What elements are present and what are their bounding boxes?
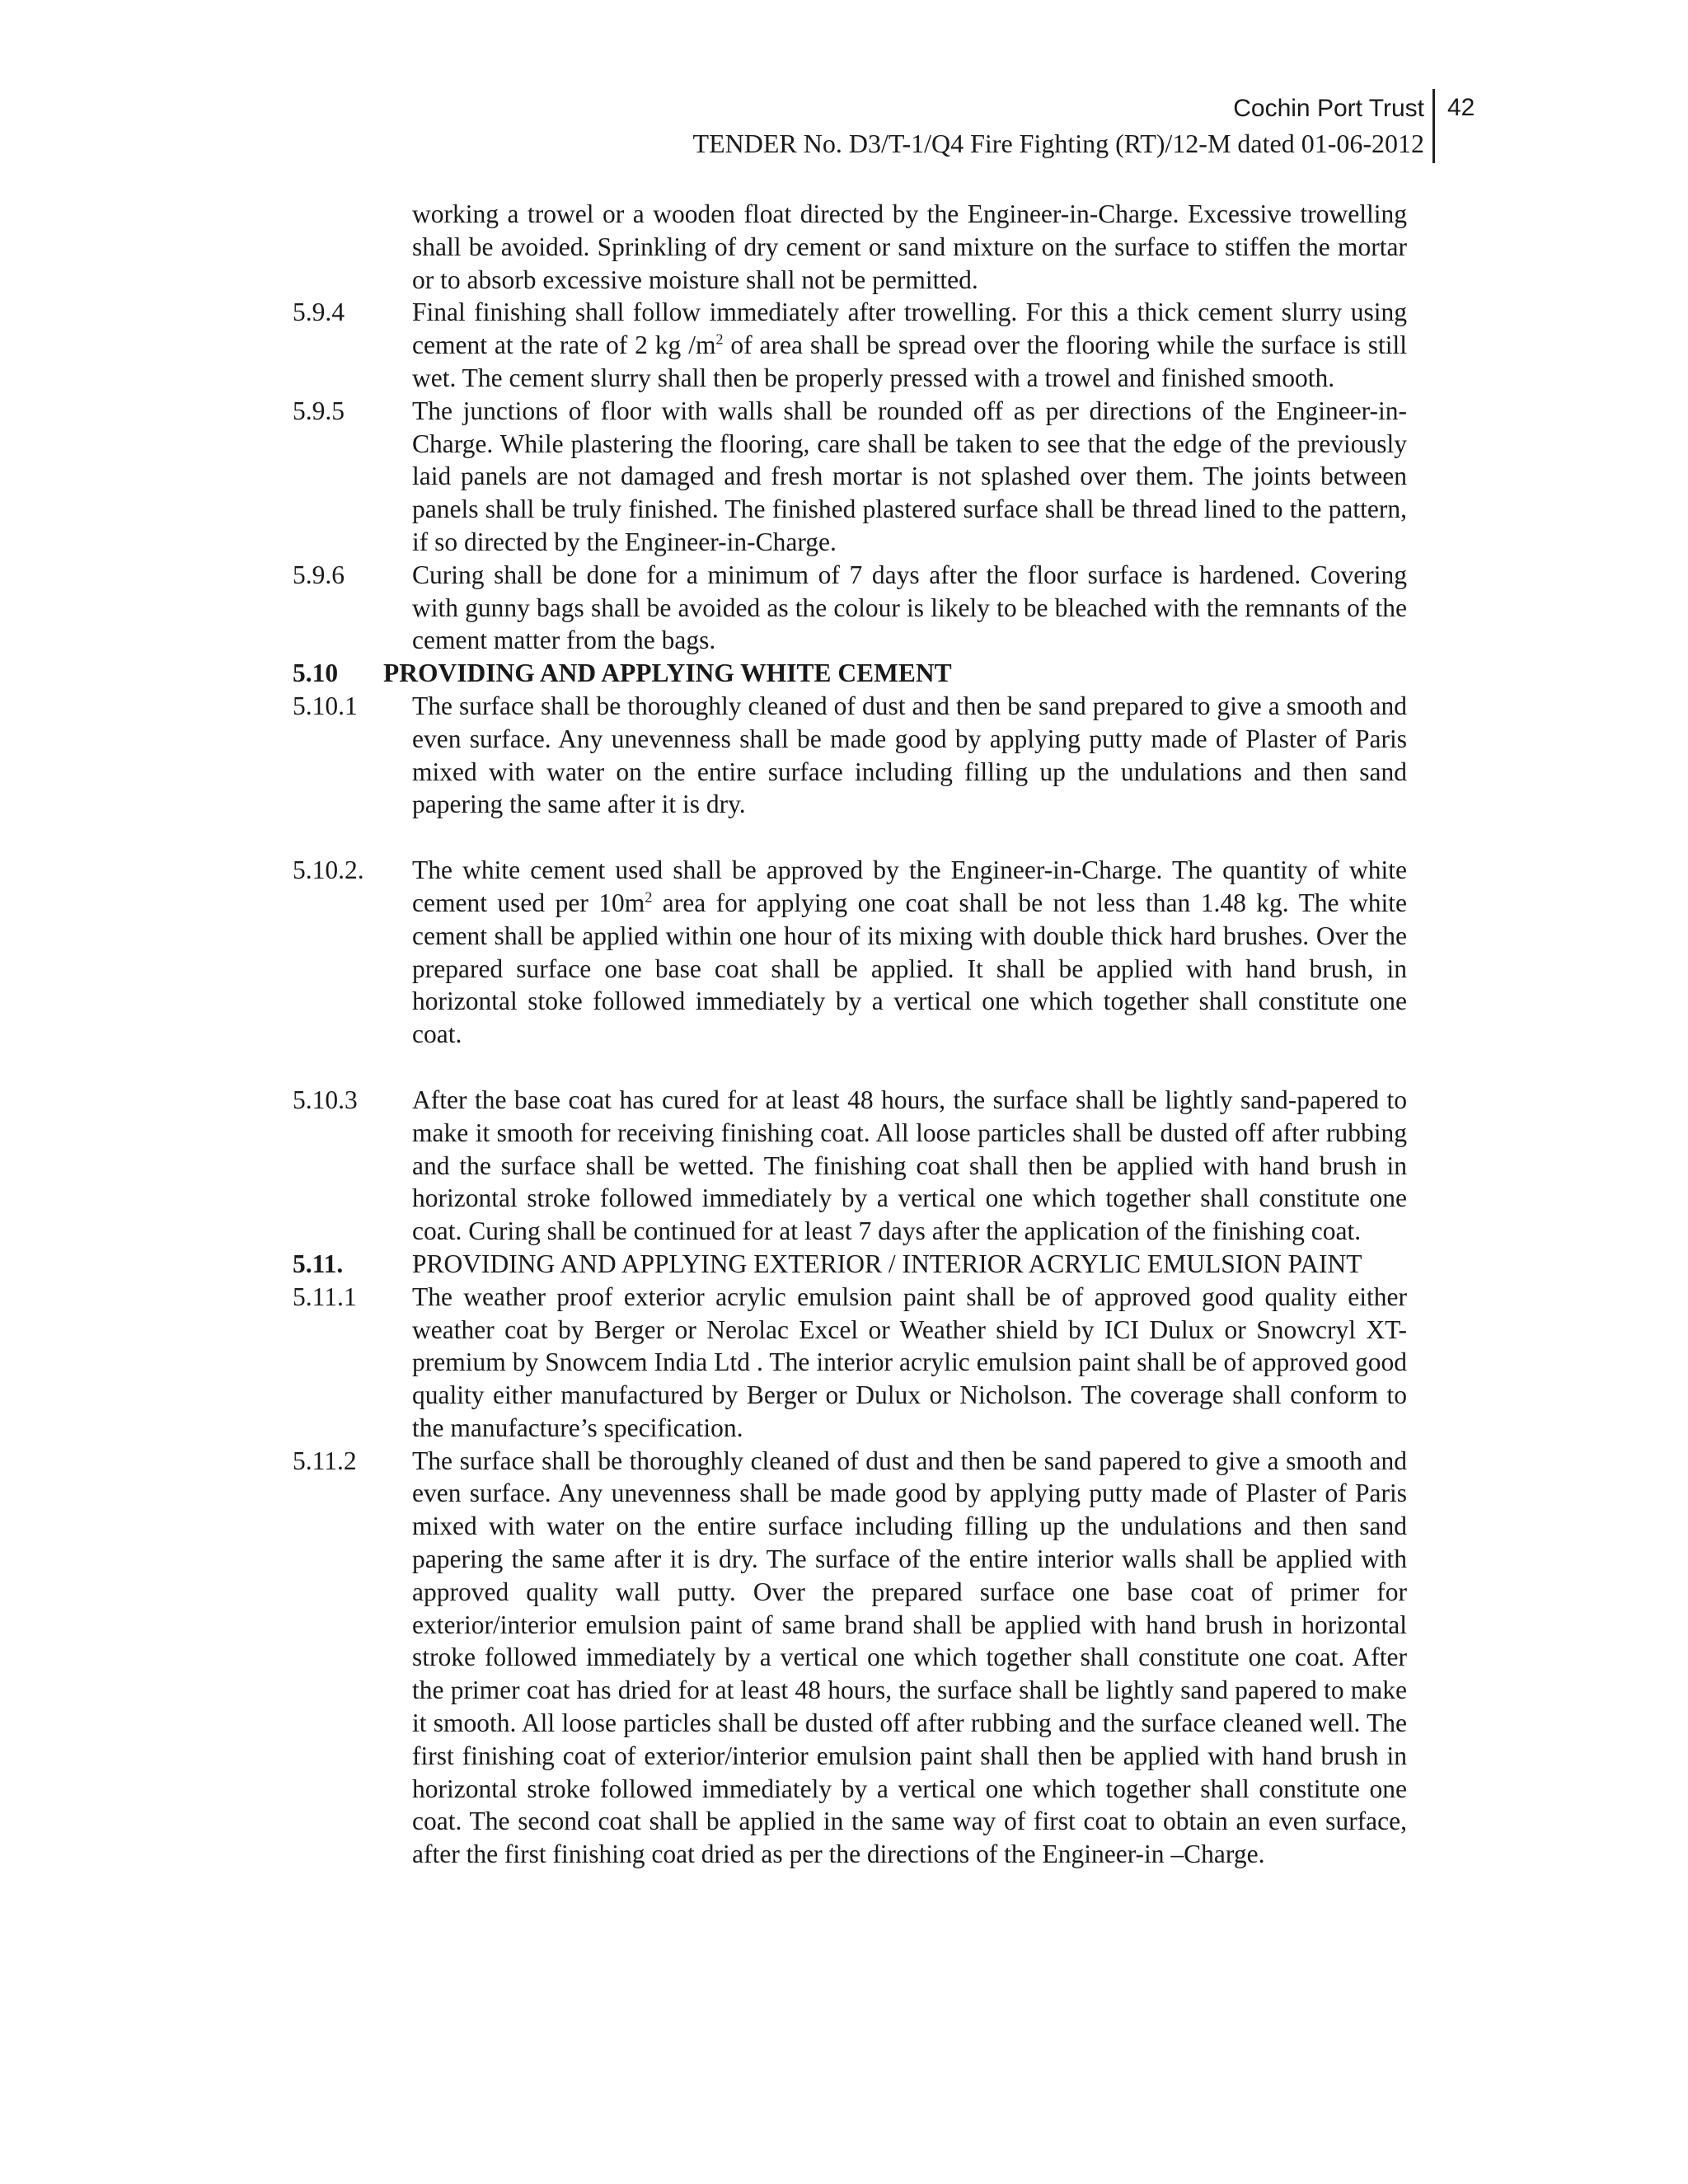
clause-number: 5.9.5 — [293, 396, 345, 425]
clause-5-10-1: 5.10.1 The surface shall be thoroughly cleaned of dust and then be sand prepared to give a smooth and even surface. Any unevenness shall be made good by applying putty made of Plaster of Paris mixed with water on the entire surface including filling up the undulations and then sand papering the same after it is dry. — [293, 691, 1407, 819]
section-heading-5-10: 5.10 PROVIDING AND APPLYING WHITE CEMENT — [293, 658, 952, 688]
header-divider — [1432, 89, 1435, 163]
clause-number: 5.11.1 — [293, 1282, 357, 1311]
page-header — [693, 91, 1424, 162]
clause-5-10-3: 5.10.3 After the base coat has cured for at least 48 hours, the surface shall be lightly sand-papered to make it smooth for receiving finishing coat. All loose particles shall be dusted off after rubbing and the surface shall be wetted. The finishing coat shall then be applied with hand brush in horizontal stroke followed immediately by a vertical one which together shall constitute one coat. Curing shall be continued for at least 7 days after the application of the finishing coat. — [293, 1085, 1407, 1246]
clause-5-11-1: 5.11.1 The weather proof exterior acrylic emulsion paint shall be of approved good quality either weather coat by Berger or Nerolac Excel or Weather shield by ICI Dulux or Snowcryl XT-premium by Snowcem India Ltd . The interior acrylic emulsion paint shall be of approved good quality either manufactured by Berger or Dulux or Nicholson. The coverage shall conform to the manufacture’s specification. — [293, 1282, 1407, 1442]
page-number: 42 — [1447, 94, 1475, 121]
clause-5-10-2: 5.10.2. The white cement used shall be approved by the Engineer-in-Charge. The quantity of white cement used per $10m^2$ area for applying one coat shall be not less than 1.48 kg. The white cement shall be applied within one hour of its mixing with double thick hard brushes. Over the prepared surface one base coat shall be applied. It shall be applied with hand brush, in horizontal stoke followed immediately by a vertical one which together shall constitute one coat. — [293, 855, 1407, 1049]
clause-number: 5.10.3 — [293, 1085, 358, 1114]
clause-5-9-5: 5.9.5 The junctions of floor with walls shall be rounded off as per directions of the Engineer-in-Charge. While plastering the flooring, care shall be taken to see that the edge of the previously laid panels are not damaged and fresh mortar is not splashed over them. The joints between panels shall be truly finished. The finished plastered surface shall be thread lined to the pattern, if so directed by the Engineer-in-Charge. — [293, 396, 1407, 556]
clause-number: 5.11.2 — [293, 1446, 357, 1475]
clause-number: 5.10.2. — [293, 855, 364, 885]
document-body — [293, 198, 1407, 1871]
section-heading-5-11: 5.11. PROVIDING AND APPLYING EXTERIOR / INTERIOR ACRYLIC EMULSION PAINT — [293, 1249, 1362, 1278]
header-tender: TENDER No. D3/T-1/Q4 Fire Fighting (RT)/12-M dated 01-06-2012 — [692, 129, 1424, 158]
clause-number: 5.10.1 — [293, 691, 358, 720]
clause-5-9-6: 5.9.6 Curing shall be done for a minimum of 7 days after the floor surface is hardened. Covering with gunny bags shall be avoided as the colour is likely to be bleached with the remnants of the cement matter from the bags. — [293, 560, 1407, 655]
paragraph-continued: working a trowel or a wooden float directed by the Engineer-in-Charge. Excessive trowelling shall be avoided. Sprinkling of dry cement or sand mixture on the surface to stiffen the mortar or to absorb excessive moisture shall not be permitted. — [412, 199, 1407, 294]
header-org: Cochin Port Trust — [1233, 95, 1424, 122]
clause-5-11-2: 5.11.2 The surface shall be thoroughly cleaned of dust and then be sand papered to give a smooth and even surface. Any unevenness shall be made good by applying putty made of Plaster of Paris mixed with water on the entire surface including filling up the undulations and then sand papering the same after it is dry. The surface of the entire interior walls shall be applied with approved quality wall putty. Over the prepared surface one base coat of primer for exterior/interior emulsion paint of same brand shall be applied with hand brush in horizontal stroke followed immediately by a vertical one which together shall constitute one coat. After the primer coat has dried for at least 48 hours, the surface shall be lightly sand papered to make it smooth. All loose particles shall be dusted off after rubbing and the surface cleaned well. The first finishing coat of exterior/interior emulsion paint shall then be applied with hand brush in horizontal stroke followed immediately by a vertical one which together shall constitute one coat. The second coat shall be applied in the same way of first coat to obtain an even surface, after the first finishing coat dried as per the directions of the Engineer-in –Charge. — [293, 1446, 1407, 1869]
clause-number: 5.9.4 — [293, 298, 345, 327]
clause-5-9-4: 5.9.4 Final finishing shall follow immediately after trowelling. For this a thick cement slurry using cement at the rate of 2 kg $/m^2$ of area shall be spread over the flooring while the surface is still wet. The cement slurry shall then be properly pressed with a trowel and finished smooth. — [293, 298, 1407, 392]
clause-number: 5.9.6 — [293, 560, 345, 589]
